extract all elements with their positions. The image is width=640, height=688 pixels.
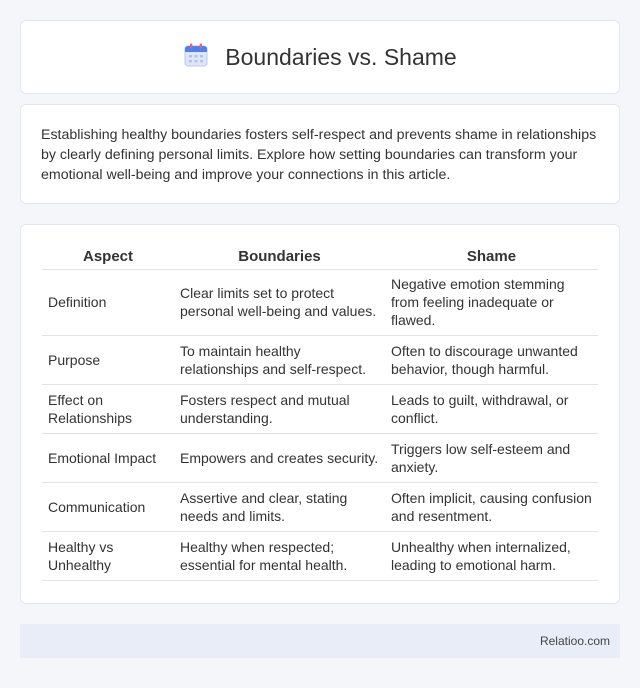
boundaries-cell: Clear limits set to protect personal well-being and values. <box>174 269 385 335</box>
boundaries-cell: To maintain healthy relationships and self-respect. <box>174 335 385 384</box>
footer <box>20 624 620 658</box>
shame-cell: Triggers low self-esteem and anxiety. <box>385 433 598 482</box>
table-row <box>42 384 598 433</box>
aspect-cell: Communication <box>42 482 174 531</box>
aspect-cell: Definition <box>42 269 174 335</box>
header-card <box>20 20 620 94</box>
aspect-cell: Emotional Impact <box>42 433 174 482</box>
shame-cell: Often to discourage unwanted behavior, though harmful. <box>385 335 598 384</box>
boundaries-cell: Healthy when respected; essential for mental health. <box>174 531 385 580</box>
comparison-table <box>42 245 598 581</box>
boundaries-cell: Empowers and creates security. <box>174 433 385 482</box>
table-row <box>42 269 598 335</box>
column-header-boundaries: Boundaries <box>174 245 385 269</box>
shame-cell: Unhealthy when internalized, leading to emotional harm. <box>385 531 598 580</box>
aspect-cell: Healthy vs Unhealthy <box>42 531 174 580</box>
column-header-shame: Shame <box>385 245 598 269</box>
table-row <box>42 531 598 580</box>
aspect-cell: Effect on Relationships <box>42 384 174 433</box>
shame-cell: Negative emotion stemming from feeling inadequate or flawed. <box>385 269 598 335</box>
footer-brand-link[interactable]: Relatioo.com <box>539 634 610 648</box>
intro-card <box>20 104 620 204</box>
calendar-icon <box>183 42 209 73</box>
boundaries-cell: Assertive and clear, stating needs and limits. <box>174 482 385 531</box>
aspect-cell: Purpose <box>42 335 174 384</box>
table-card <box>20 224 620 604</box>
table-row <box>42 433 598 482</box>
intro-text: Establishing healthy boundaries fosters self-respect and prevents shame in relationships by clearly defining personal limits. Explore how setting boundaries can transform your emotional well-being and improve your connections in this article. <box>41 127 597 183</box>
shame-cell: Leads to guilt, withdrawal, or conflict. <box>385 384 598 433</box>
boundaries-cell: Fosters respect and mutual understanding. <box>174 384 385 433</box>
page-title: Boundaries vs. Shame <box>225 43 457 70</box>
table-header-row <box>42 245 598 269</box>
table-row <box>42 335 598 384</box>
header <box>183 42 456 73</box>
column-header-aspect: Aspect <box>42 245 174 269</box>
table-row <box>42 482 598 531</box>
shame-cell: Often implicit, causing confusion and resentment. <box>385 482 598 531</box>
